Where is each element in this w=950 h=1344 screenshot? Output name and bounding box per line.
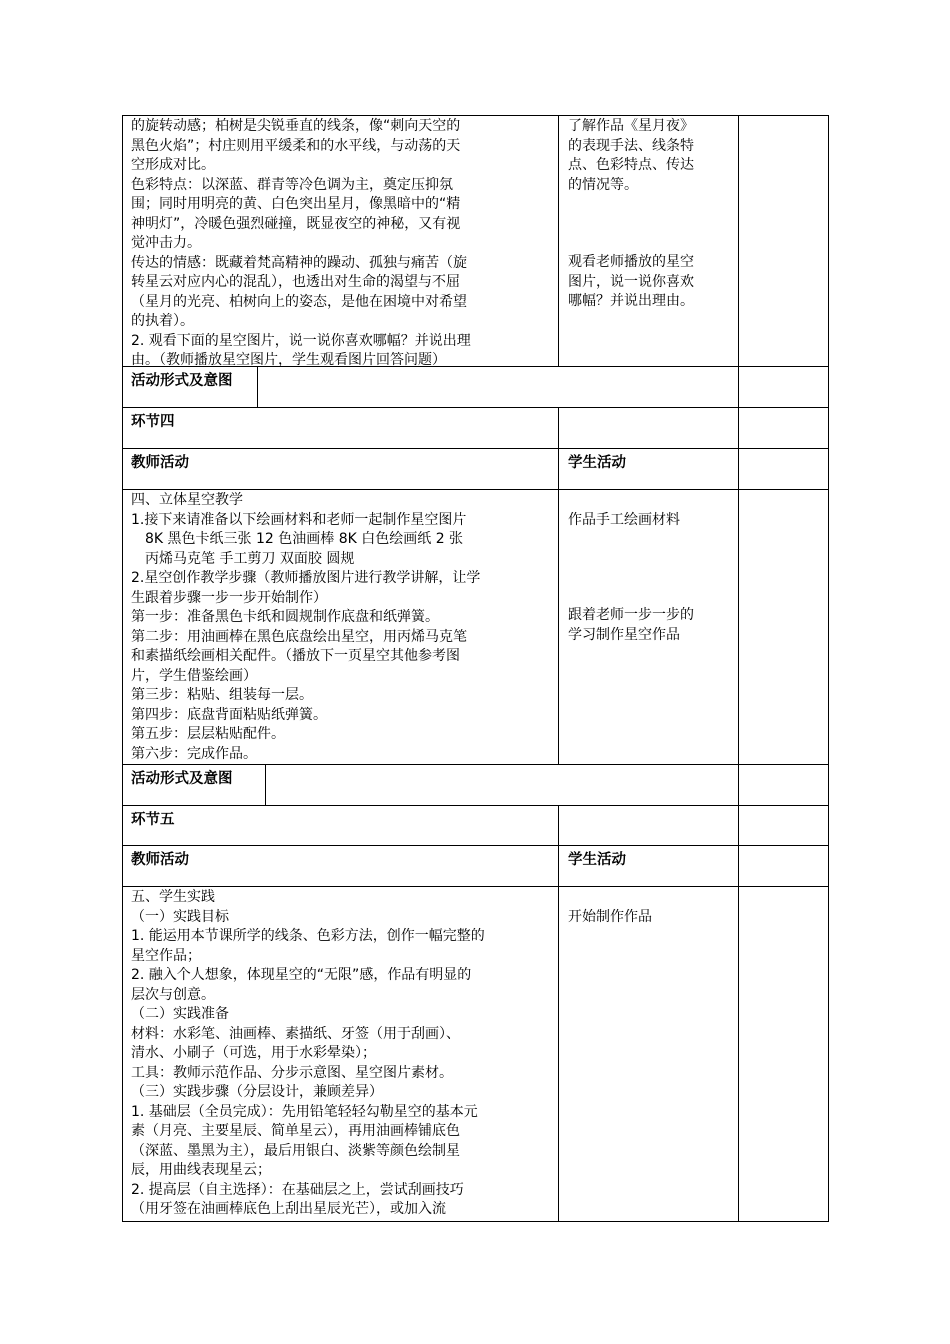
text-line: （三）实践步骤（分层设计，兼顾差异） [131, 1084, 383, 1100]
text-line: （星月的光亮、柏树向上的姿态，是他在困境中对希望 [131, 293, 467, 310]
text-line: 1.接下来请准备以下绘画材料和老师一起制作星空图片 [131, 511, 467, 528]
text-line: 的表现手法、线条特 [568, 137, 694, 154]
table-column-border [257, 366, 258, 407]
table-column-border [558, 407, 559, 764]
text-line: 图片，说一说你喜欢 [568, 273, 694, 290]
text-line: 四、立体星空教学 [131, 492, 243, 508]
student-activity-header: 学生活动 [568, 455, 626, 471]
text-line: 层次与创意。 [131, 986, 215, 1003]
section3-student-content-1 [568, 117, 736, 195]
section4-student-content-2 [568, 606, 736, 645]
text-line: 由。（教师播放星空图片，学生观看图片回答问题） [131, 352, 446, 368]
text-line: 丙烯马克笔 手工剪刀 双面胶 圆规 [145, 550, 355, 567]
text-line: 跟着老师一步一步的 [568, 607, 694, 623]
text-line: 第六步：完成作品。 [131, 745, 257, 762]
section5-teacher-content [131, 888, 555, 1220]
text-line: 1. 能运用本节课所学的线条、色彩方法，创作一幅完整的 [131, 928, 485, 944]
section4-student-content-1 [568, 511, 736, 531]
teacher-activity-header: 教师活动 [131, 455, 189, 471]
text-line: 围；同时用明亮的黄、白色突出星月，像黑暗中的“精 [131, 196, 461, 212]
text-line: 色彩特点：以深蓝、群青等冷色调为主，奠定压抑氛 [131, 176, 453, 193]
text-line: 2. 观看下面的星空图片，说一说你喜欢哪幅？并说出理 [131, 332, 471, 349]
table-row-border [122, 407, 829, 408]
table-row-border [122, 805, 829, 806]
text-line: （深蓝、墨黑为主），最后用银白、淡紫等颜色绘制星 [131, 1142, 460, 1159]
table-row-border [122, 489, 829, 490]
text-line: 1. 基础层（全员完成）：先用铅笔轻轻勾勒星空的基本元 [131, 1103, 478, 1120]
section4-teacher-content [131, 491, 555, 764]
text-line: 素（月亮、主要星辰、简单星云），再用油画棒铺底色 [131, 1123, 460, 1139]
text-line: 五、学生实践 [131, 889, 215, 905]
text-line: 辰，用曲线表现星云； [131, 1162, 271, 1178]
student-activity-header: 学生活动 [568, 852, 626, 868]
table-top-border [122, 115, 829, 116]
text-line: 转星云对应内心的混乱），也透出对生命的渴望与不屈 [131, 274, 460, 290]
table-row-border [122, 845, 829, 846]
text-line: 2. 融入个人想象，体现星空的“无限”感，作品有明显的 [131, 967, 472, 983]
text-line: 空形成对比。 [131, 157, 215, 173]
text-line: 了解作品《星月夜》 [568, 118, 694, 134]
table-column-border [265, 764, 266, 805]
text-line: 的执着）。 [131, 313, 194, 329]
table-left-border [122, 115, 123, 1222]
text-line: 觉冲击力。 [131, 235, 201, 251]
table-row-border [122, 764, 829, 765]
section5-title: 环节五 [131, 812, 175, 828]
table-column-border [558, 805, 559, 1222]
text-line: 神明灯”，冷暖色强烈碰撞，既显夜空的神秘，又有视 [131, 215, 461, 232]
text-line: 作品手工绘画材料 [568, 512, 680, 528]
text-line: 第三步：粘贴、组装每一层。 [131, 687, 313, 703]
text-line: 8K 黑色卡纸三张 12 色油画棒 8K 白色绘画纸 2 张 [145, 531, 464, 547]
text-line: 清水、小刷子（可选，用于水彩晕染）； [131, 1045, 376, 1061]
text-line: （一）实践目标 [131, 908, 229, 925]
text-line: 学习制作星空作品 [568, 626, 680, 643]
text-line: 第一步：准备黑色卡纸和圆规制作底盘和纸弹簧。 [131, 609, 439, 625]
text-line: 的旋转动感；柏树是尖锐垂直的线条，像“刺向天空的 [131, 118, 461, 134]
text-line: 哪幅？并说出理由。 [568, 293, 694, 309]
table-column-border [558, 115, 559, 366]
text-line: 生跟着步骤一步一步开始制作） [131, 589, 327, 606]
text-line: （二）实践准备 [131, 1006, 229, 1022]
section3-student-content-2 [568, 253, 736, 312]
text-line: 和素描纸绘画相关配件。（播放下一页星空其他参考图 [131, 648, 460, 664]
text-line: 黑色火焰”；村庄则用平缓柔和的水平线，与动荡的天 [131, 137, 461, 154]
text-line: 传达的情感：既藏着梵高精神的躁动、孤独与痛苦（旋 [131, 254, 467, 271]
text-line: 第四步：底盘背面粘贴纸弹簧。 [131, 706, 327, 723]
table-row-border [122, 448, 829, 449]
text-line: 工具：教师示范作品、分步示意图、星空图片素材。 [131, 1064, 453, 1081]
table-row-border [122, 886, 829, 887]
text-line: 的情况等。 [568, 176, 638, 193]
section5-student-content-1 [568, 908, 736, 928]
text-line: （用牙签在油画棒底色上刮出星辰光芒），或加入流 [131, 1201, 446, 1217]
text-line: 2. 提高层（自主选择）：在基础层之上，尝试刮画技巧 [131, 1181, 464, 1198]
activity-form-label: 活动形式及意图 [131, 771, 233, 787]
text-line: 观看老师播放的星空 [568, 254, 694, 270]
text-line: 点、色彩特点、传达 [568, 157, 694, 173]
text-line: 第五步：层层粘贴配件。 [131, 726, 285, 742]
text-line: 开始制作作品 [568, 909, 652, 925]
table-column-border [738, 115, 739, 1222]
text-line: 第二步：用油画棒在黑色底盘绘出星空，用丙烯马克笔 [131, 628, 467, 645]
table-bottom-border [122, 1221, 829, 1222]
teacher-activity-header: 教师活动 [131, 852, 189, 868]
section4-title: 环节四 [131, 414, 175, 430]
table-right-border [828, 115, 829, 1222]
text-line: 材料：水彩笔、油画棒、素描纸、牙签（用于刮画）、 [131, 1025, 460, 1042]
section3-teacher-content [131, 117, 555, 371]
text-line: 片，学生借鉴绘画） [131, 667, 257, 684]
activity-form-label: 活动形式及意图 [131, 373, 233, 389]
text-line: 2.星空创作教学步骤（教师播放图片进行教学讲解，让学 [131, 570, 481, 586]
text-line: 星空作品； [131, 947, 201, 964]
